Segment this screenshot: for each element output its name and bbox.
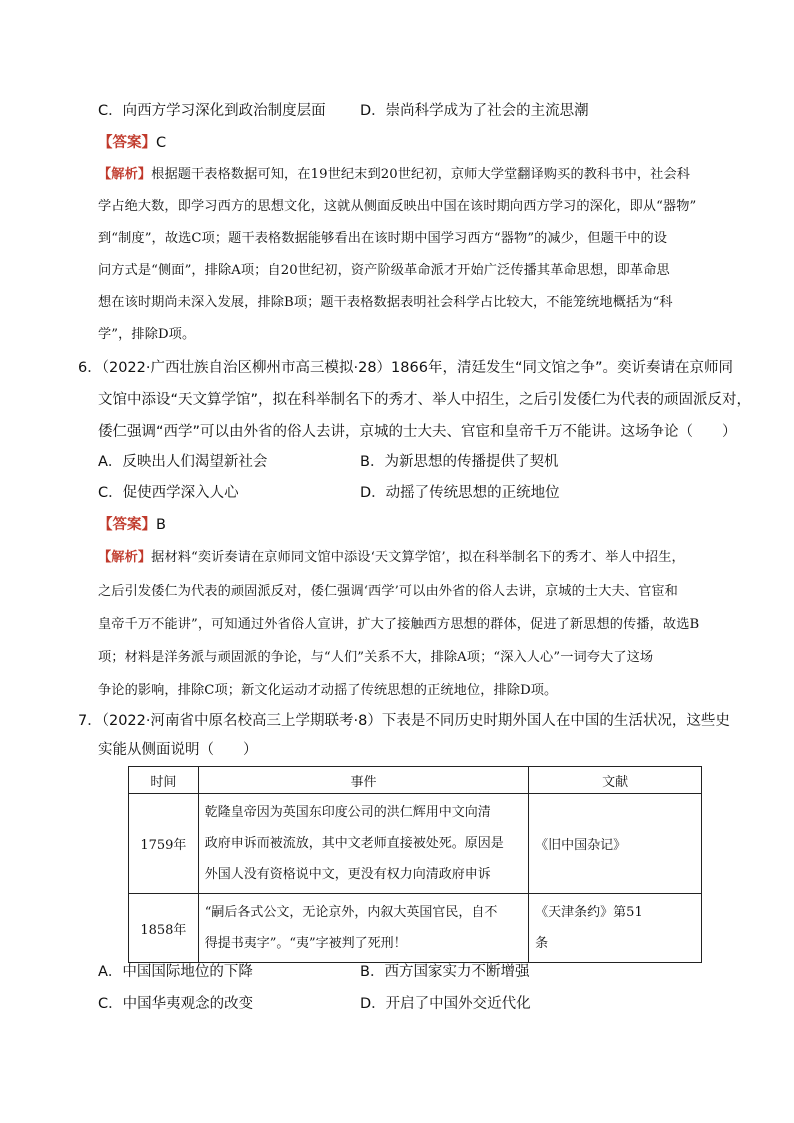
answer-value: C [156,135,167,151]
table-header-event: 事件 [198,767,528,794]
q5-option-d: D．崇尚科学成为了社会的主流思潮 [360,103,589,119]
table-header-row [129,767,702,794]
table-cell-source: 《旧中国杂记》 [529,794,702,894]
q5-analysis-line: 问方式是“侧面”，排除A项；自20世纪初，资产阶级革命派才开始广泛传播其革命思想，即革命思 [98,263,670,278]
q6-stem-line: 倭仁强调“西学”可以由外省的俗人去讲，京城的士大夫、官宦和皇帝千万不能讲。这场争论（ ） [98,424,737,440]
q6-option-b: B．为新思想的传播提供了契机 [360,454,559,470]
q7-stem-line: 7．（2022·河南省中原名校高三上学期联考·8）下表是不同历史时期外国人在中国的生活状况，这些史 [78,713,730,729]
q6-analysis-line: 项；材料是洋务派与顽固派的争论，与“人们”关系不大，排除A项；“深入人心”一词夸大了这场 [98,650,654,665]
q6-analysis-line: 争论的影响，排除C项；新文化运动才动摇了传统思想的正统地位，排除D项。 [98,683,558,698]
q7-option-c: C．中国华夷观念的改变 [98,996,254,1012]
answer-value: B [156,517,166,533]
table-cell-time: 1759年 [129,794,199,894]
answer-tag: 【答案】 [98,135,156,151]
q7-option-a: A．中国国际地位的下降 [98,964,253,980]
q5-option-c: C．向西方学习深化到政治制度层面 [98,103,326,119]
q6-analysis-line: 皇帝千万不能讲”，可知通过外省俗人宣讲，扩大了接触西方思想的群体，促进了新思想的传播，故选B [98,617,700,632]
q5-analysis-line: 到“制度”，故选C项；题干表格数据能够看出在该时期中国学习西方“器物”的减少，但题干中的设 [98,231,668,246]
analysis-tag: 【解析】 [98,167,152,182]
table-cell-source: 《天津条约》第51 条 [529,894,702,963]
q6-stem-line: 6．（2022·广西壮族自治区柳州市高三模拟·28）1866年，清廷发生“同文馆之争”。奕䜣奏请在京师同 [78,360,733,376]
q6-answer [98,515,166,535]
q5-analysis-line: 想在该时期尚未深入发展，排除B项；题干表格数据表明社会科学占比较大，不能笼统地概括为“科 [98,295,673,310]
q7-option-b: B．西方国家实力不断增强 [360,964,530,980]
table-cell-event: “嗣后各式公文，无论京外，内叙大英国官民，自不 得提书夷字”。“夷”字被判了死刑！ [198,894,528,963]
q6-stem-line: 文馆中添设“天文算学馆”，拟在科举制名下的秀才、举人中招生，之后引发倭仁为代表的顽固派反对， [98,392,752,408]
q6-option-c: C．促使西学深入人心 [98,485,239,501]
answer-tag: 【答案】 [98,517,156,533]
table-row [129,794,702,894]
q5-analysis-line: 学占绝大数，即学习西方的思想文化，这就从侧面反映出中国在该时期向西方学习的深化，即从“器物” [98,199,697,214]
q7-option-d: D．开启了中国外交近代化 [360,996,531,1012]
table-cell-time: 1858年 [129,894,199,963]
q5-analysis-line: 学”，排除D项。 [98,327,196,342]
analysis-tag: 【解析】 [98,550,152,565]
q6-option-d: D．动摇了传统思想的正统地位 [360,485,560,501]
table-cell-event: 乾隆皇帝因为英国东印度公司的洪仁辉用中文向清 政府申诉而被流放，其中文老师直接被处死。原因是 外国人没有资格说中文，更没有权力向清政府申诉 [198,794,528,894]
q6-option-a: A．反映出人们渴望新社会 [98,454,268,470]
q5-analysis-line: 【解析】根据题干表格数据可知，在19世纪末到20世纪初，京师大学堂翻译购买的教科书中，社会科 [98,167,691,182]
q6-analysis-line: 【解析】据材料“奕䜣奏请在京师同文馆中添设‘天文算学馆’，拟在科举制名下的秀才、举人中招生， [98,550,685,565]
q7-stem-line: 实能从侧面说明（ ） [98,742,258,758]
q6-analysis-line: 之后引发倭仁为代表的顽固派反对，倭仁强调‘西学’可以由外省的俗人去讲，京城的士大夫、官宦和 [98,584,678,599]
table-header-source: 文献 [529,767,702,794]
table-header-time: 时间 [129,767,199,794]
q5-answer [98,133,166,153]
table-row [129,894,702,963]
q7-events-table [128,766,702,963]
